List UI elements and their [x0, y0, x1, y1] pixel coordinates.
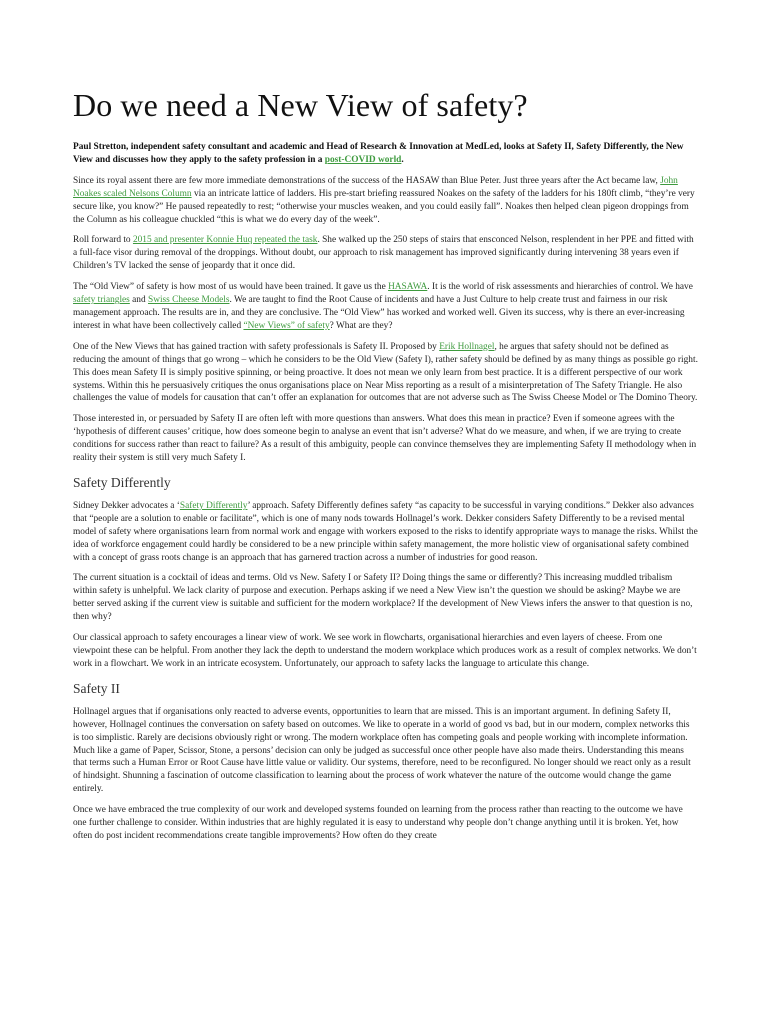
- paragraph-text: . We are taught to find the Root Cause of incidents and have a Just Culture to help create trust and fairness in our risk management approach. The results are in, and they are conclusive. The “Old View” has worked and worked well. Given its success, why is there an ever-increasing interest in what have been collectively called: [73, 295, 685, 331]
- article-intro: [73, 141, 698, 167]
- paragraph-text: The “Old View” of safety is how most of us would have been trained. It gave us the: [73, 282, 389, 293]
- article: [73, 82, 698, 851]
- paragraph-questions: Those interested in, or persuaded by Safety II are often left with more questions than answers. What does this mean in practice? Even if someone agrees with the ‘hypothesis of different causes’ critique, how does someone begin to analyse an event that isn’t adverse? What do we measure, and when, if we are trying to create conditions for success rather than react to failure? As a result of this ambiguity, people can convince themselves they are implementing Safety II methodology when in reality their system is still very much Safety I.: [73, 414, 697, 464]
- heading-safety-differently: Safety Differently: [73, 474, 171, 490]
- post-covid-world-link[interactable]: post-COVID world: [324, 154, 402, 165]
- intro-text: Paul Stretton, independent safety consultant and academic and Head of Research & Innovation at MedLed, looks at Safety II, Safety Differently, the New View and discusses how they apply to the safety profession in a: [73, 142, 684, 165]
- paragraph-text: . She walked up the 250 steps of stairs that ensconced Nelson, resplendent in her PPE and fitted with a full-face visor during removal of the droppings. Without doubt, our approach to risk management has improved significantly during intervening 38 years even if Children’s TV lacked the sense of jeopardy that it once did.: [73, 235, 694, 272]
- paragraph-text: Roll forward to: [73, 235, 133, 246]
- paragraph-blue-peter: [73, 175, 698, 227]
- paragraph-text: ’ approach. Safety Differently defines safety “as capacity to be successful in varying conditions.” Dekker also advances that “people are a solution to enable or facilitate”, which is one of many nods towards Hollnagel’s work. Dekker considers Safety Differently to be a revised mental model of safety where organisations learn from normal work and engage with workers exposed to the risks to identify appropriate ways to manage the risks. Whilst the idea of workforce engagement could hardly be considered to be a new principle within safety management, the more holistic view of organisational safety combined with a concept of grass roots change is an approach that has garnered traction across a number of industries for good reason.: [73, 500, 698, 563]
- paragraph-konnie-huq: [73, 234, 698, 273]
- konnie-huq-link[interactable]: 2015 and presenter Konnie Huq repeated the task: [132, 235, 318, 246]
- paragraph-text: ? What are they?: [329, 320, 393, 331]
- paragraph-current-situation: The current situation is a cocktail of ideas and terms. Old vs New. Safety I or Safety II? Doing things the same or differently? This increasing muddled tribalism within safety is unhelpful. We lack clarity of purpose and execution. Perhaps asking if we need a New View isn’t the question we should be asking? Maybe we are better served asking if the current view is suitable and sufficient for the modern workplace? If the development of New Views infers the answer to that question is no, then why?: [73, 573, 693, 623]
- paragraph-text: One of the New Views that has gained traction with safety professionals is Safety II. Proposed by: [73, 341, 440, 352]
- safety-differently-link[interactable]: Safety Differently: [179, 500, 248, 511]
- paragraph-complexity: Once we have embraced the true complexity of our work and developed systems founded on learning from the process rather than reacting to the outcome we have one further challenge to consider. Within industries that are highly regulated it is easy to understand why people don’t change anything until it is broken. Yet, how often do post incident recommendations create tangible improvements? How often do they create: [73, 805, 683, 841]
- intro-end: .: [401, 154, 404, 165]
- paragraph-old-view: [73, 281, 698, 333]
- hasawa-link[interactable]: HASAWA: [388, 282, 428, 293]
- paragraph-text: . It is the world of risk assessments and hierarchies of control. We have: [427, 282, 693, 293]
- paragraph-text: and: [129, 295, 148, 306]
- paragraph-safety-ii-intro: [73, 341, 698, 406]
- paragraph-classical-approach: Our classical approach to safety encourages a linear view of work. We see work in flowcharts, organisational hierarchies and even layers of cheese. From one viewpoint these can be helpful. From another they lack the depth to understand the modern workplace which produces work as a result of complex networks. We don’t work in a flowchart. We work in an intricate ecosystem. Unfortunately, our approach to safety lacks the language to articulate this change.: [73, 633, 697, 669]
- paragraph-dekker: [73, 500, 698, 565]
- paragraph-text: Since its royal assent there are few more immediate demonstrations of the success of the HASAW than Blue Peter. Just three years after the Act became law,: [73, 175, 661, 186]
- erik-hollnagel-link[interactable]: Erik Hollnagel: [439, 341, 495, 352]
- swiss-cheese-models-link[interactable]: Swiss Cheese Models: [148, 295, 230, 306]
- new-views-of-safety-link[interactable]: “New Views” of safety: [243, 320, 330, 331]
- paragraph-text: , he argues that safety should not be defined as reducing the amount of things that go wrong – which he considers to be the Old View (Safety I), rather safety should be defined by as many things as possible go right. This does mean Safety II is simply positive spinning, or being proactive. It does not mean we only learn from best practice. It is a different perspective of our work systems. Within this he persuasively critiques the onus organisations place on Near Miss reporting as a result of a misinterpretation of The Safety Triangle. He also challenges the value of models for causation that can’t offer an explanation for outcomes that are not adverse such as The Swiss Cheese Model or The Domino Theory.: [73, 341, 698, 404]
- heading-safety-ii: Safety II: [73, 680, 120, 696]
- john-noakes-link[interactable]: John Noakes scaled Nelsons Column: [73, 175, 678, 199]
- paragraph-text: via an intricate lattice of ladders. His pre-start briefing reassured Noakes on the safety of the ladders for his 180ft climb, “they’re very secure like, you know?” He paused repeatedly to rest; “otherwise your muscles weaken, and you could easily fall”. Noakes then helped clean pigeon droppings from the Column as his colleague chuckled “this is what we do every day of the week”.: [73, 188, 695, 225]
- paragraph-hollnagel: Hollnagel argues that if organisations only reacted to adverse events, opportunities to learn that are missed. This is an important argument. In defining Safety II, however, Hollnagel continues the conversation on safety based on outcomes. We like to operate in a world of good vs bad, but in our modern, complex networks this is too simplistic. Rarely are decisions obviously right or wrong. The modern workplace often has competing goals and people working with incomplete information. Much like a game of Paper, Scissor, Stone, a persons’ decision can only be judged as successful once other people have also made theirs. Understanding this means that terms such a Human Error or Root Cause have little value or validity. Our systems, therefore, need to be reconfigured. No longer should we react only as a result of hindsight. Shunning a fascination of outcome classification to learning about the process of work whatever the nature of the outcome would change the game entirely.: [73, 706, 691, 795]
- safety-triangles-link[interactable]: safety triangles: [73, 295, 130, 306]
- article-title: Do we need a New View of safety?: [73, 87, 528, 123]
- paragraph-text: Sidney Dekker advocates a ‘: [73, 500, 180, 511]
